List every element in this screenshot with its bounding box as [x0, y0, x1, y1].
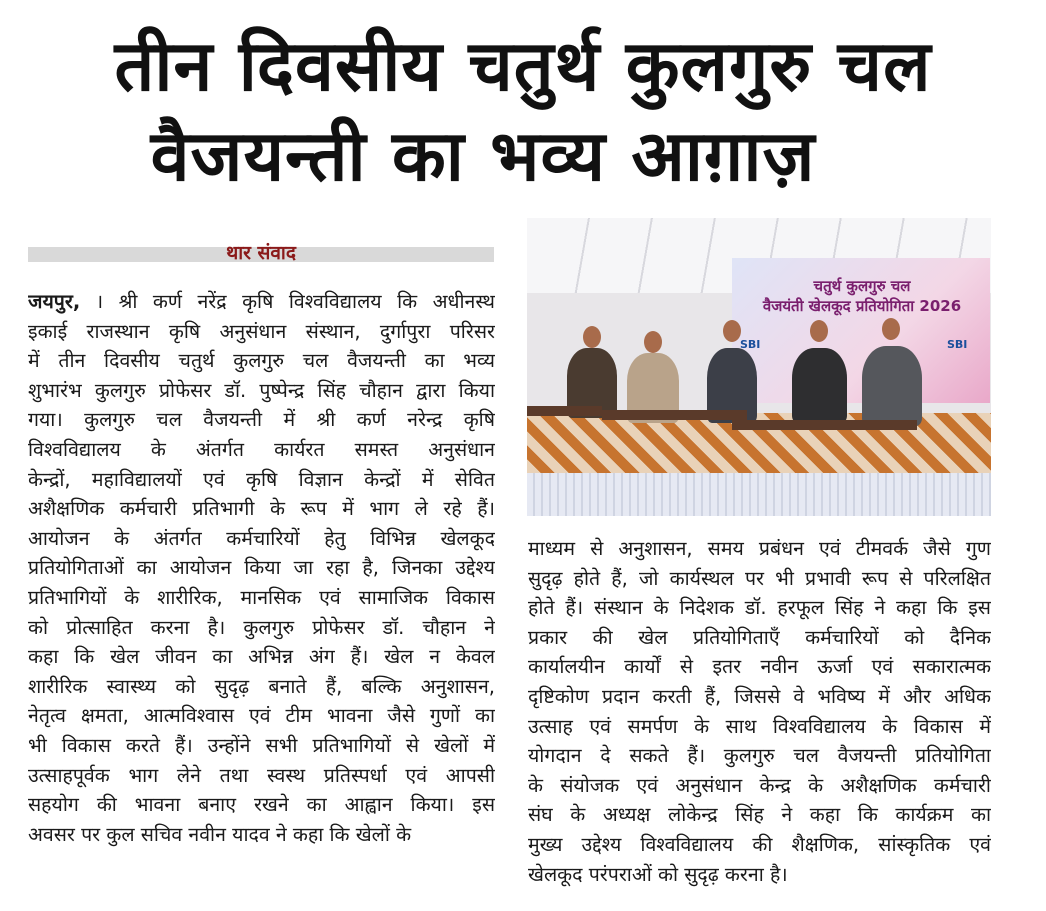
article-line-text: उत्साह एवं समर्पण के साथ विश्वविद्यालय के विकास में — [528, 714, 991, 738]
article-line — [528, 652, 991, 682]
article-line-text: अशैक्षणिक कर्मचारी प्रतिभागी के रूप में भाग ले रहे हैं। — [28, 497, 495, 521]
article-line-text: गया। कुलगुरु चल वैजयन्ती में श्री कर्ण नरेन्द्र कृषि — [28, 408, 495, 432]
stage-skirt — [527, 473, 991, 516]
banner-title — [742, 276, 982, 316]
article-line — [28, 820, 495, 850]
dateline: जयपुर, — [28, 290, 81, 313]
article-line-text: सहयोग की भावना बनाए रखने का आह्वान किया। इस — [28, 793, 495, 817]
article-line-text: विश्वविद्यालय के अंतर्गत कार्यरत समस्त अनुसंधान — [28, 437, 495, 461]
article-line — [28, 287, 495, 317]
article-line-text: कहा कि खेल जीवन का अभिन्न अंग हैं। खेल न केवल — [28, 645, 495, 669]
article-line — [528, 800, 991, 830]
article-line-text: दृष्टिकोण प्रदान करती हैं, जिससे वे भविष्य में और अधिक — [528, 684, 991, 708]
article-line-text: कार्यालयीन कार्यों से इतर नवीन ऊर्जा एवं सकारात्मक — [528, 655, 991, 679]
article-line — [28, 613, 495, 643]
article-line — [528, 623, 991, 653]
article-line — [528, 741, 991, 771]
table — [527, 406, 602, 416]
person-head — [882, 318, 900, 340]
article-line-text: खेलकूद परंपराओं को सुदृढ़ करना है। — [528, 862, 788, 886]
article-line-text: शारीरिक स्वास्थ्य को सुदृढ़ बनाते हैं, बल्कि अनुशासन, — [28, 674, 495, 698]
person-head — [644, 331, 662, 353]
article-line — [28, 405, 495, 435]
banner-line-2: वैजयंती खेलकूद प्रतियोगिता 2026 — [762, 297, 962, 315]
article-line — [28, 346, 495, 376]
article-line — [528, 564, 991, 594]
event-banner — [732, 258, 990, 403]
person — [792, 348, 847, 423]
person-head — [583, 326, 601, 348]
article-line-text: केन्द्रों, महाविद्यालयों एवं कृषि विज्ञान केन्द्रों में सेवित — [28, 467, 495, 491]
article-line — [528, 712, 991, 742]
article-line — [528, 593, 991, 623]
article-line — [28, 435, 495, 465]
article-line-text: योगदान दे सकते हैं। कुलगुरु चल वैजयन्ती प्रतियोगिता — [528, 744, 991, 768]
article-line — [28, 583, 495, 613]
article-line — [528, 830, 991, 860]
article-line — [28, 731, 495, 761]
article-line-text: नेतृत्व क्षमता, आत्मविश्वास एवं टीम भावना जैसे गुणों का — [28, 704, 495, 728]
article-line — [28, 465, 495, 495]
article-line-text: भी विकास करते हैं। उन्होंने सभी प्रतिभागियों से खेलों में — [28, 733, 495, 757]
article-line — [528, 771, 991, 801]
article-line — [28, 524, 495, 554]
article-line — [28, 701, 495, 731]
article-line-text: संघ के अध्यक्ष लोकेन्द्र सिंह ने कहा कि कार्यक्रम का — [528, 803, 991, 827]
article-line-text: सुदृढ़ होते हैं, जो कार्यस्थल पर भी प्रभावी रूप से परिलक्षित — [528, 566, 991, 590]
article-line-text: को प्रोत्साहित करना है। कुलगुरु प्रोफेसर डॉ. चौहान ने — [28, 615, 495, 639]
article-line-text: उत्साहपूर्वक भाग लेने तथा स्वस्थ प्रतिस्पर्धा एवं आपसी — [28, 763, 495, 787]
article-line-text: मुख्य उद्देश्य विश्वविद्यालय की शैक्षणिक, सांस्कृतिक एवं — [528, 832, 991, 856]
event-photo — [527, 218, 991, 516]
sponsor-logo: SBI — [947, 338, 968, 351]
article-line-text: के संयोजक एवं अनुसंधान केन्द्र के अशैक्षणिक कर्मचारी — [528, 773, 991, 797]
article-line-text: इकाई राजस्थान कृषि अनुसंधान संस्थान, दुर्गापुरा परिसर — [28, 319, 495, 343]
article-line — [28, 761, 495, 791]
article-line — [28, 790, 495, 820]
article-line-text: में तीन दिवसीय चतुर्थ कुलगुरु चल वैजयन्ती का भव्य — [28, 349, 495, 373]
article-line — [528, 860, 991, 890]
article-line-text: । श्री कर्ण नरेंद्र कृषि विश्वविद्यालय कि अधीनस्थ — [80, 290, 495, 313]
article-line — [528, 534, 991, 564]
article-line-text: अवसर पर कुल सचिव नवीन यादव ने कहा कि खेलों के — [28, 822, 412, 846]
article-line-text: प्रकार की खेल प्रतियोगिताएँ कर्मचारियों को दैनिक — [528, 625, 991, 649]
article-line-text: माध्यम से अनुशासन, समय प्रबंधन एवं टीमवर्क जैसे गुण — [528, 537, 991, 560]
article-line-text: शुभारंभ कुलगुरु प्रोफेसर डॉ. पुष्पेन्द्र सिंह चौहान द्वारा किया — [28, 378, 495, 402]
byline: थार संवाद — [226, 242, 296, 264]
person-head — [810, 320, 828, 342]
article-line-text: आयोजन के अंतर्गत कर्मचारियों हेतु विभिन्न खेलकूद — [28, 526, 495, 550]
article-line — [28, 553, 495, 583]
article-column-right — [528, 534, 991, 889]
sponsor-logo: SBI — [740, 338, 761, 351]
article-line-text: प्रतिभागियों के शारीरिक, मानसिक एवं सामाजिक विकास — [28, 585, 495, 609]
table — [732, 420, 917, 430]
person — [862, 346, 922, 426]
article-line-text: होते हैं। संस्थान के निदेशक डॉ. हरफूल सिंह ने कहा कि इस — [528, 596, 991, 620]
headline-line-1: तीन दिवसीय चतुर्थ कुलगुरु चल — [114, 25, 932, 107]
article-line — [528, 682, 991, 712]
article-line — [28, 642, 495, 672]
table — [602, 410, 747, 420]
article-line — [28, 317, 495, 347]
article-line-text: प्रतियोगिताओं का आयोजन किया जा रहा है, जिनका उद्देश्य — [28, 556, 495, 580]
article-line — [28, 494, 495, 524]
headline-line-2: वैजयन्ती का भव्य आग़ाज़ — [150, 115, 816, 197]
person-head — [723, 320, 741, 342]
article-line — [28, 376, 495, 406]
article-column-left — [28, 287, 495, 849]
article-line — [28, 672, 495, 702]
banner-line-1: चतुर्थ कुलगुरु चल — [813, 277, 911, 295]
